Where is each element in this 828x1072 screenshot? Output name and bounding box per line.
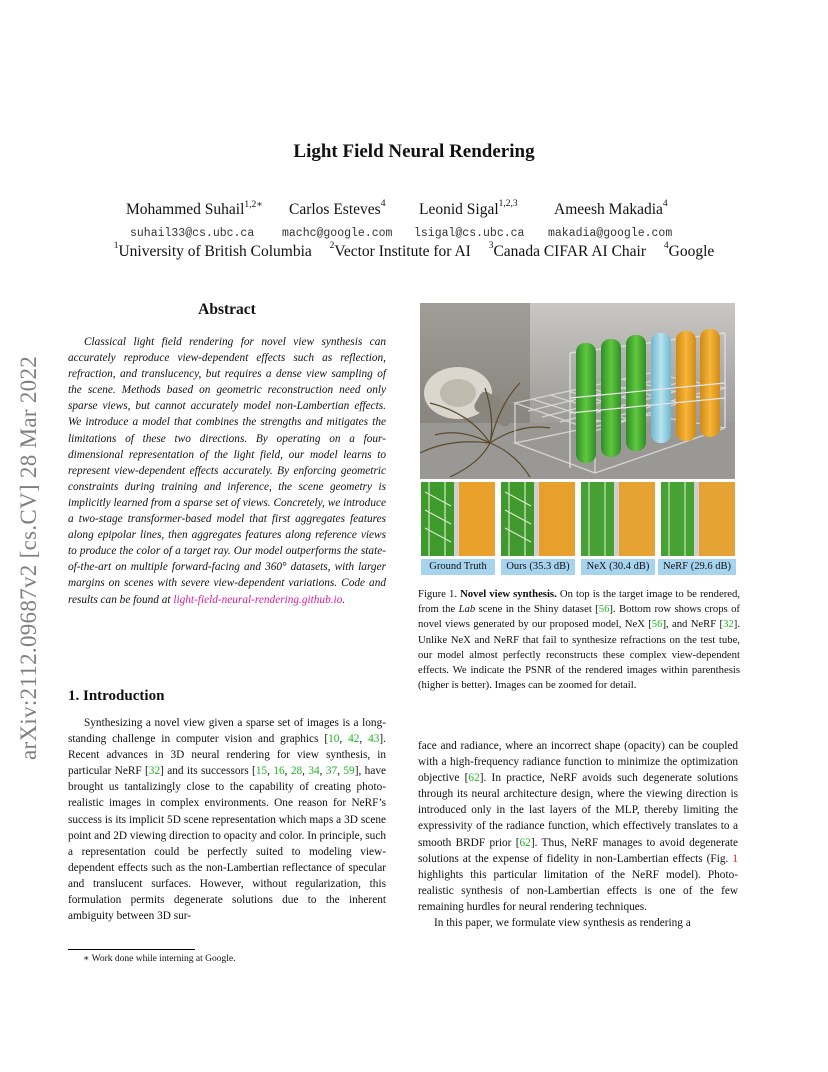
intro-heading: 1. Introduction <box>68 688 165 704</box>
label-nerf: NeRF (29.6 dB) <box>658 559 736 575</box>
crop-ours <box>501 482 575 556</box>
citation[interactable]: 34 <box>308 765 320 778</box>
author-3: Leonid Sigal$^{1,2,3}$ <box>419 199 518 218</box>
author-2: Carlos Esteves$^4$ <box>289 199 386 218</box>
intro-paragraph: Synthesizing a novel view given a sparse set of images is a long-standing challenge in computer vision and graphics [10, 42, 43]. Recent advances in 3D neural rendering for view synthesis, in particular NeRF [32] and its successors [15, 16, 28, 34, 37, 59], have brought us tantalizingly close to the capability of creating photo-realistic images in complex environments. One reason for NeRF’s success is its implicit 5D scene representation which maps a 3D scene point and 2D viewing direction to opacity and color. In principle, such a representation could be perfectly suited to modeling view-dependent effects such as the non-Lambertian reflectance of specular and translucent surfaces. However, without regularization, this formulation permits degenerate solutions due to the inherent ambiguity between 3D sur- <box>68 717 386 923</box>
author-1-email[interactable]: suhail33@cs.ubc.ca <box>130 227 255 240</box>
label-nex: NeX (30.4 dB) <box>581 559 655 575</box>
citation[interactable]: 37 <box>325 765 338 778</box>
affiliations <box>0 243 828 261</box>
abstract-text: Classical light field rendering for novel view synthesis can accurately reproduce view-dependent effects such as reflection, refraction, and translucency, but requires a dense view sampling of the scene. Methods based on geometric reconstruction need only sparse views, but cannot accurately model non-Lambertian effects. We introduce a model that combines the strengths and mitigates the limitations of these two directions. By operating on a four-dimensional representation of the light field, our model learns to represent view-dependent effects accurately. By enforcing geometric constraints during training and inference, the scene geometry is implicitly learned from a sparse set of views. Concretely, we introduce a two-stage transformer-based model that first aggregates features along epipolar lines, then aggregates features along reference views to produce the color of a target ray. Our model outperforms the state-of-the-art on multiple forward-facing and 360° datasets, with larger margins on scenes with severe view-dependent variations. Code and results can be found at light-field-neural-rendering.github.io. <box>68 336 386 606</box>
arxiv-stamp: arXiv:2112.09687v2 [cs.CV] 28 Mar 2022 <box>16 355 41 760</box>
crop-nerf <box>661 482 735 556</box>
affiliation-2: $^2$Vector Institute for AI <box>329 241 471 260</box>
citation[interactable]: 56 <box>598 603 610 616</box>
author-1: Mohammed Suhail$^{1,2∗}$ <box>126 200 263 218</box>
affiliation-4: $^4$Google <box>663 241 715 260</box>
author-4-email[interactable]: makadia@google.com <box>548 227 673 240</box>
footnote-rule <box>68 949 195 950</box>
author-4: Ameesh Makadia$^4$ <box>554 199 668 218</box>
crop-ground-truth <box>421 482 495 556</box>
citation[interactable]: 10 <box>328 733 340 746</box>
figure-1-main-image <box>420 303 735 479</box>
abstract-heading: Abstract <box>198 301 256 318</box>
citation[interactable]: 32 <box>148 765 161 778</box>
right-paragraph-1: face and radiance, where an incorrect shape (opacity) can be coupled with a high-frequency radiance function to minimize the optimization objective [62]. In practice, NeRF avoids such degenerate solutions through its neural architecture design, where the viewing direction is introduced only in the last layers of the MLP, thereby limiting the expressivity of the radiance function, which effectively translates to a smooth BRDF prior [62]. Thus, NeRF manages to avoid degenerate solutions at the expense of fidelity in non-Lambertian effects (Fig. 1 highlights this particular limitation of the NeRF model). Photo-realistic synthesis of non-Lambertian effects is one of the few remaining hurdles for neural rendering techniques. <box>418 740 738 913</box>
citation[interactable]: 32 <box>723 618 734 631</box>
citation[interactable]: 62 <box>468 772 480 785</box>
citation[interactable]: 15 <box>255 765 268 778</box>
citation[interactable]: 59 <box>343 765 355 778</box>
citation[interactable]: 62 <box>519 836 531 849</box>
citation[interactable]: 43 <box>368 733 380 746</box>
label-ground-truth: Ground Truth <box>421 559 495 575</box>
crop-nex <box>581 482 655 556</box>
citation[interactable]: 42 <box>348 733 360 746</box>
right-paragraph-2: In this paper, we formulate view synthesis as rendering a <box>434 917 691 930</box>
project-link[interactable]: light-field-neural-rendering.github.io <box>173 593 343 606</box>
citation[interactable]: 16 <box>273 765 285 778</box>
footnote: ∗ Work done while interning at Google. <box>83 954 236 964</box>
figure-1-caption: Figure 1. Novel view synthesis. On top is the target image to be rendered, from the Lab scene in the Shiny dataset [56]. Bottom row shows crops of novel views generated by our proposed model, NeX [56], and NeRF [32]. Unlike NeX and NeRF that fail to synthesize refractions on the test tube, our model almost perfectly reconstructs these complex view-dependent effects. We indicate the PSNR of the rendered images within parenthesis (higher is better). Images can be zoomed for detail. <box>418 588 741 692</box>
figure-reference[interactable]: 1 <box>732 852 738 865</box>
affiliation-3: $^3$Canada CIFAR AI Chair <box>488 241 647 260</box>
author-3-email[interactable]: lsigal@cs.ubc.ca <box>414 227 525 240</box>
right-column-text <box>418 738 738 931</box>
author-2-email[interactable]: machc@google.com <box>282 227 393 240</box>
citation[interactable]: 28 <box>290 765 303 778</box>
citation[interactable]: 56 <box>651 618 663 631</box>
affiliation-1: $^1$University of British Columbia <box>113 241 312 260</box>
label-ours: Ours (35.3 dB) <box>501 559 575 575</box>
paper-title: Light Field Neural Rendering <box>293 141 535 162</box>
